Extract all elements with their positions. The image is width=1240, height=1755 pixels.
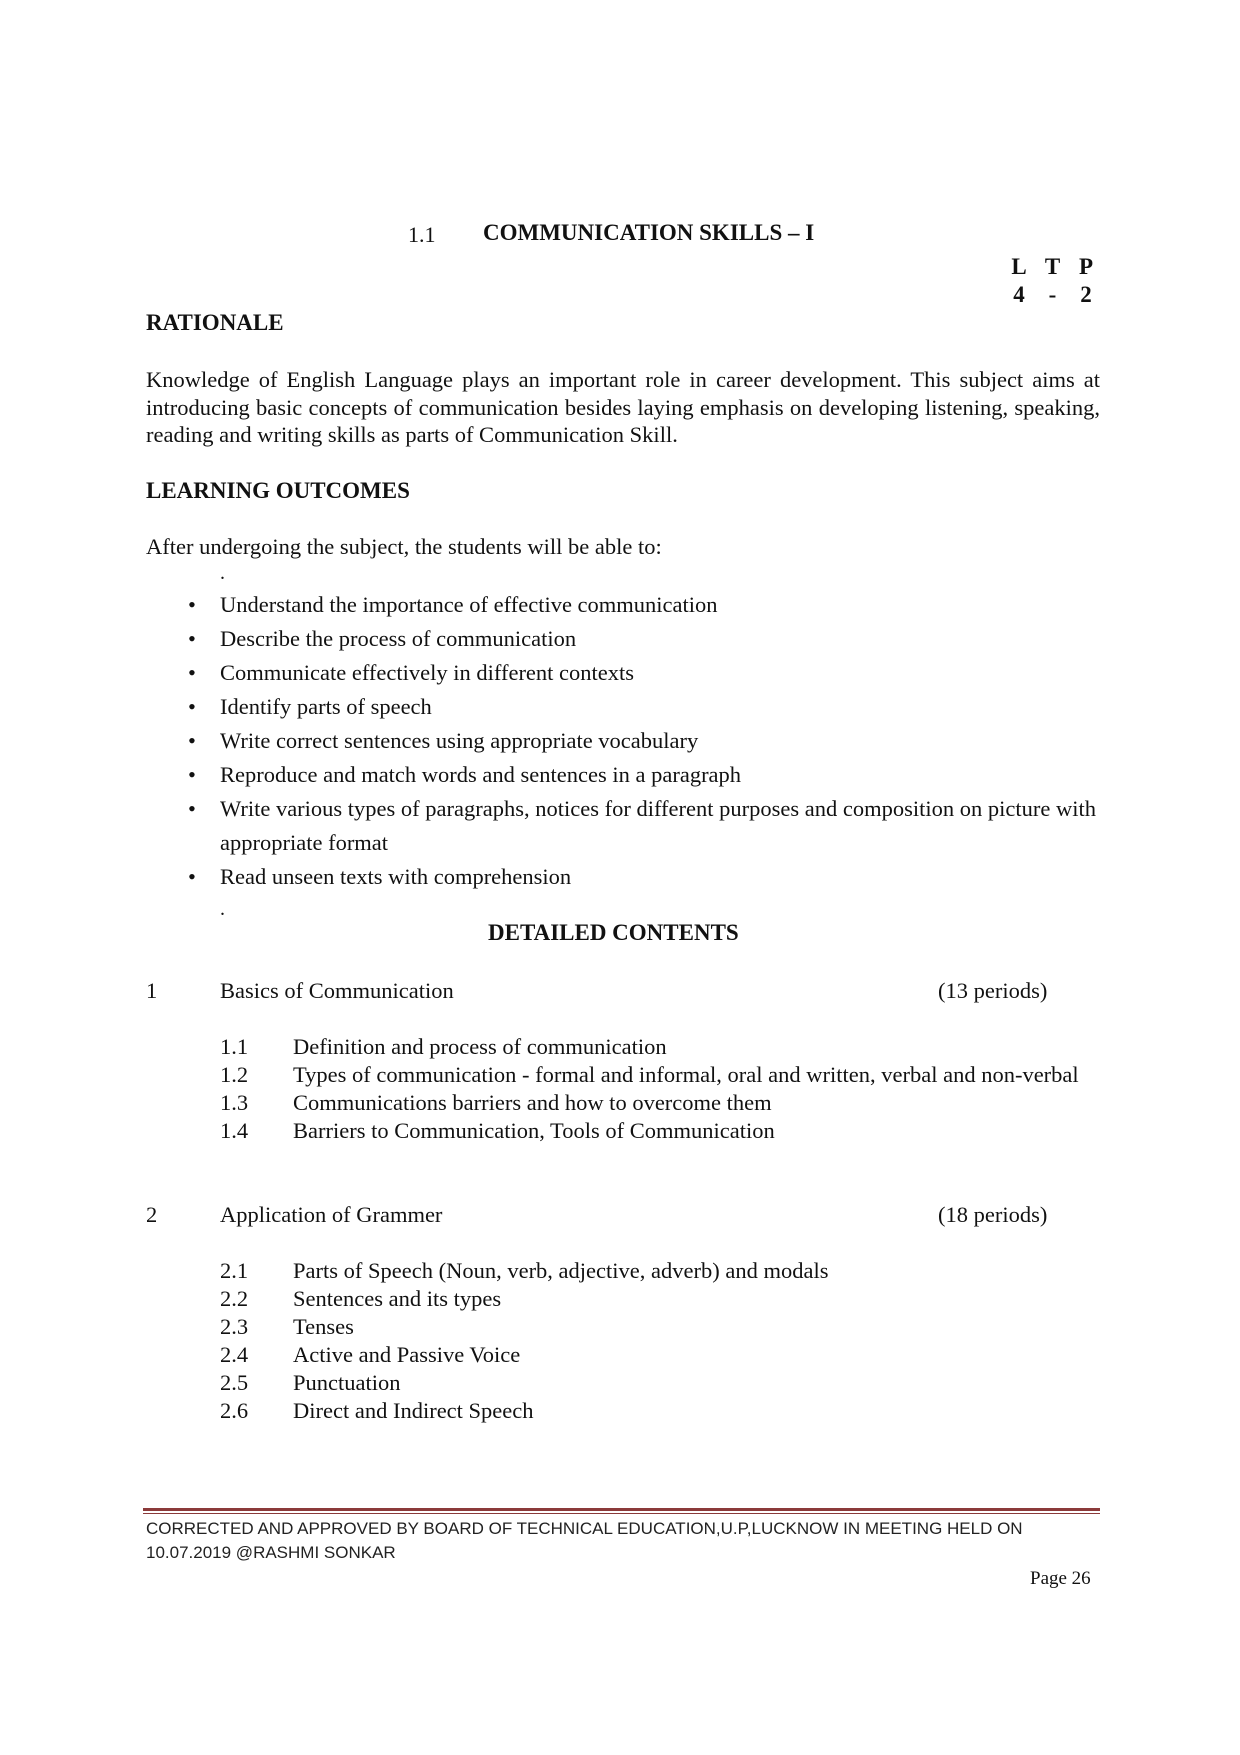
item-number: 2.1 [220, 1258, 249, 1283]
page-number: Page 26 [1030, 1568, 1091, 1589]
ltp-value-l: 4 [1013, 282, 1025, 307]
ltp-value-t: - [1048, 282, 1057, 307]
item-text: Direct and Indirect Speech [293, 1398, 534, 1423]
item-number: 2.2 [220, 1286, 249, 1311]
learning-outcomes-heading: LEARNING OUTCOMES [146, 478, 410, 503]
list-item: • Write correct sentences using appropriate vocabulary [180, 724, 1100, 758]
list-item [220, 1313, 1100, 1341]
ltp-label-l: L [1011, 254, 1027, 279]
stray-dot-marker: . [220, 562, 225, 584]
item-text: Tenses [293, 1314, 354, 1339]
item-number: 1.1 [220, 1034, 249, 1059]
rationale-heading: RATIONALE [146, 310, 284, 335]
section-title: Basics of Communication [220, 978, 454, 1003]
section-periods: (13 periods) [938, 978, 1048, 1003]
list-item: • Understand the importance of effective communication [180, 588, 1100, 622]
item-text: Parts of Speech (Noun, verb, adjective, adverb) and modals [293, 1258, 829, 1283]
list-item [220, 1061, 1100, 1089]
item-text: Sentences and its types [293, 1286, 502, 1311]
list-item [220, 1397, 1100, 1425]
item-text: Barriers to Communication, Tools of Communication [293, 1118, 775, 1143]
item-number: 1.2 [220, 1062, 249, 1087]
item-text: Punctuation [293, 1370, 401, 1395]
section-number: 1 [146, 978, 158, 1003]
footer-note [146, 1517, 1106, 1565]
subject-number: 1.1 [408, 222, 436, 247]
list-item [220, 1089, 1100, 1117]
list-item [220, 1369, 1100, 1397]
list-item: • Reproduce and match words and sentences in a paragraph [180, 758, 1100, 792]
item-number: 2.4 [220, 1342, 249, 1367]
section-number: 2 [146, 1202, 158, 1227]
ltp-label-p: P [1078, 254, 1094, 279]
item-text: Active and Passive Voice [293, 1342, 521, 1367]
list-item: • Write various types of paragraphs, notices for different purposes and composition on picture with appropriate format [180, 792, 1100, 860]
list-item [220, 1341, 1100, 1369]
ltp-label-t: T [1044, 254, 1061, 279]
section-title: Application of Grammer [220, 1202, 443, 1227]
ltp-header [1005, 254, 1100, 280]
list-item [220, 1117, 1100, 1145]
item-number: 1.4 [220, 1118, 249, 1143]
footer-rule [143, 1508, 1100, 1511]
footer-line-1: CORRECTED AND APPROVED BY BOARD OF TECHNICAL EDUCATION,U.P,LUCKNOW IN MEETING HELD ON [146, 1519, 1023, 1538]
footer-line-2: 10.07.2019 @RASHMI SONKAR [146, 1543, 396, 1562]
item-number: 2.6 [220, 1398, 249, 1423]
item-number: 2.3 [220, 1314, 249, 1339]
list-item: • Identify parts of speech [180, 690, 1100, 724]
detailed-contents-heading: DETAILED CONTENTS [488, 920, 739, 945]
list-item: • Describe the process of communication [180, 622, 1100, 656]
footer-rule-thin [143, 1513, 1100, 1514]
ltp-values [1005, 282, 1100, 308]
list-item [220, 1257, 1100, 1285]
learning-outcomes-intro: After undergoing the subject, the students will be able to: [146, 534, 662, 559]
item-number: 2.5 [220, 1370, 249, 1395]
item-text: Definition and process of communication [293, 1034, 667, 1059]
rationale-text: Knowledge of English Language plays an important role in career development. This subject aims at introducing basic concepts of communication besides laying emphasis on developing listening, speaking, reading and writing skills as parts of Communication Skill. [146, 367, 1100, 447]
item-text: Communications barriers and how to overcome them [293, 1090, 772, 1115]
item-number: 1.3 [220, 1090, 249, 1115]
list-item: • Communicate effectively in different contexts [180, 656, 1100, 690]
list-item [220, 1285, 1100, 1313]
list-item: • Read unseen texts with comprehension [180, 860, 1100, 894]
ltp-value-p: 2 [1080, 282, 1092, 307]
list-item [220, 1033, 1100, 1061]
stray-dot-marker: . [220, 898, 225, 920]
item-text: Types of communication - formal and informal, oral and written, verbal and non-verbal [293, 1062, 1079, 1087]
section-items [220, 1257, 1100, 1425]
subject-title: COMMUNICATION SKILLS – I [483, 220, 815, 245]
section-periods: (18 periods) [938, 1202, 1048, 1227]
section-items [220, 1033, 1100, 1145]
learning-outcomes-list [180, 588, 1100, 894]
